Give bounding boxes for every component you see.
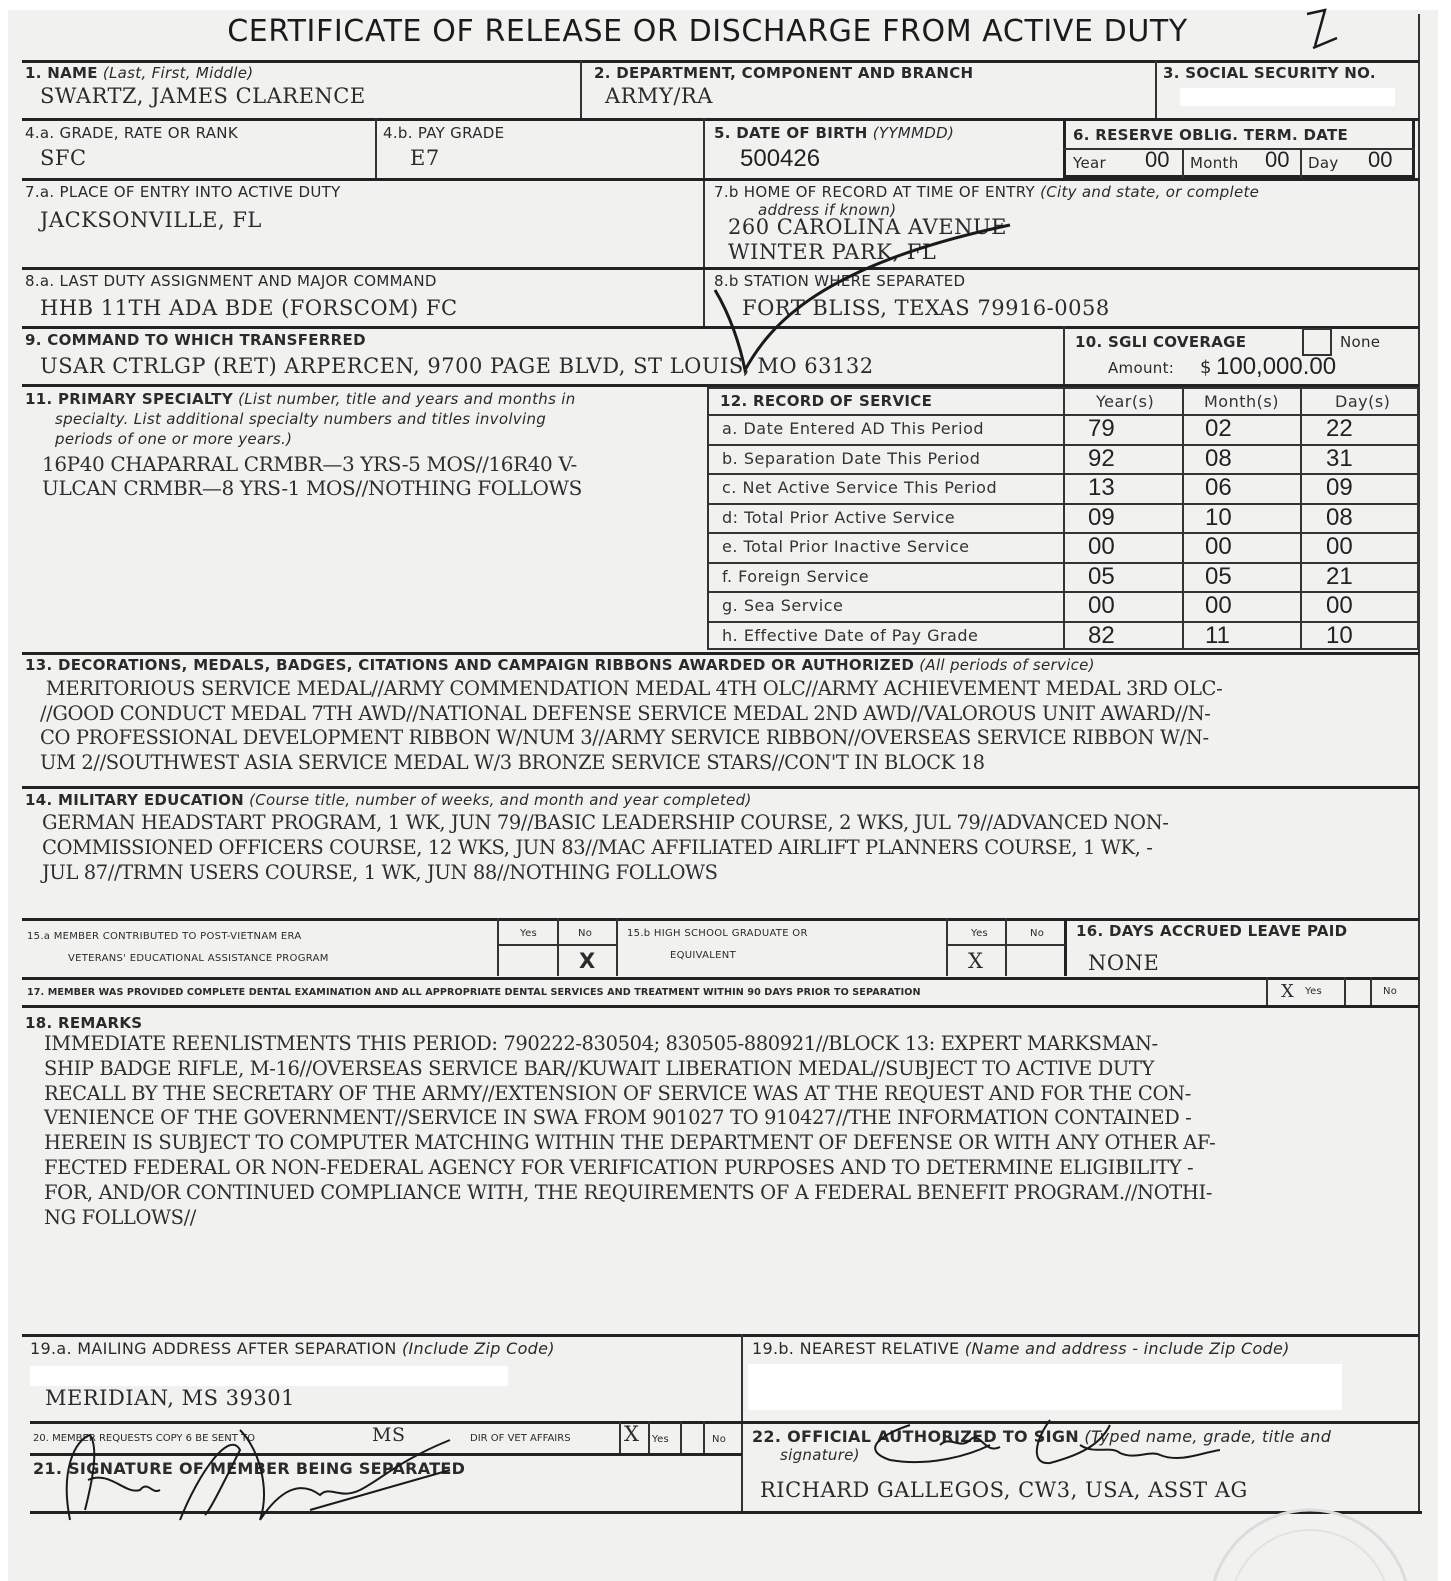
service-row-day: 10 — [1326, 621, 1353, 649]
divider — [22, 786, 1419, 789]
service-row-label: g. Sea Service — [722, 596, 844, 615]
remarks-line: SHIP BADGE RIFLE, M-16//OVERSEAS SERVICE BAR//KUWAIT LIBERATION MEDAL//SUBJECT TO ACTIVE DUTY — [44, 1056, 1154, 1080]
reserve-month: 00 — [1265, 147, 1290, 172]
divider — [497, 944, 616, 946]
service-row-day: 21 — [1326, 562, 1353, 590]
address-redaction — [30, 1366, 508, 1386]
name-value: SWARTZ, JAMES CLARENCE — [40, 84, 366, 108]
divider — [375, 118, 377, 178]
service-row-month: 11 — [1205, 621, 1230, 649]
day-label: Day — [1308, 154, 1339, 172]
divider — [616, 918, 618, 976]
block7b-label: 7.b HOME OF RECORD AT TIME OF ENTRY (City and state, or complete — [714, 183, 1260, 201]
remarks-line: IMMEDIATE REENLISTMENTS THIS PERIOD: 790222-830504; 830505-880921//BLOCK 13: EXPERT MARKSMAN- — [44, 1032, 1158, 1055]
17-yes-label: Yes — [1305, 986, 1323, 997]
service-row-day: 00 — [1326, 592, 1353, 619]
block5-label: 5. DATE OF BIRTH (YYMMDD) — [714, 124, 955, 142]
15b-yes-label: Yes — [971, 928, 989, 939]
sgli-amount-label: Amount: — [1108, 359, 1175, 377]
block12-label: 12. RECORD OF SERVICE — [720, 392, 933, 410]
block7a-label: 7.a. PLACE OF ENTRY INTO ACTIVE DUTY — [25, 183, 341, 201]
service-row-month: 06 — [1205, 474, 1232, 501]
col-days: Day(s) — [1335, 392, 1391, 411]
year-label: Year — [1073, 154, 1106, 172]
block20-label: 20. MEMBER REQUESTS COPY 6 BE SENT TO — [33, 1433, 255, 1444]
service-row-day: 09 — [1326, 474, 1353, 501]
divider — [707, 591, 1419, 593]
grade-value: SFC — [40, 146, 87, 170]
block14-label: 14. MILITARY EDUCATION (Course title, number of weeks, and month and year completed) — [25, 791, 752, 809]
service-row-month: 00 — [1205, 533, 1232, 560]
block22-label: 22. OFFICIAL AUTHORIZED TO SIGN (Typed name, grade, title and — [752, 1427, 1332, 1446]
block7b-hint: address if known) — [758, 201, 897, 219]
service-row-year: 79 — [1088, 415, 1115, 442]
divider — [1300, 387, 1302, 650]
divider — [557, 918, 559, 976]
block19b-label: 19.b. NEAREST RELATIVE (Name and address - include Zip Code) — [752, 1339, 1290, 1358]
service-row-label: c. Net Active Service This Period — [722, 478, 998, 497]
remarks-line: RECALL BY THE SECRETARY OF THE ARMY//EXTENSION OF SERVICE WAS AT THE REQUEST AND FOR THE CON- — [44, 1081, 1191, 1105]
block11-label: 11. PRIMARY SPECIALTY (List number, title and years and months in — [25, 390, 576, 408]
education-line: GERMAN HEADSTART PROGRAM, 1 WK, JUN 79//BASIC LEADERSHIP COURSE, 2 WKS, JUL 79//ADVANCED NON- — [42, 811, 1169, 834]
service-row-year: 92 — [1088, 444, 1115, 472]
15b-no-label: No — [1030, 928, 1045, 939]
service-row-day: 31 — [1326, 444, 1353, 472]
education-line: COMMISSIONED OFFICERS COURSE, 12 WKS, JUN 83//MAC AFFILIATED AIRLIFT PLANNERS COURSE, 1 WK, - — [42, 836, 1153, 859]
divider — [22, 652, 1419, 655]
divider — [1344, 977, 1346, 1005]
divider — [22, 977, 1419, 980]
block21-label: 21. SIGNATURE OF MEMBER BEING SEPARATED — [33, 1459, 466, 1478]
divider — [580, 60, 582, 118]
decorations-line: UM 2//SOUTHWEST ASIA SERVICE MEDAL W/3 BRONZE SERVICE STARS//CON'T IN BLOCK 18 — [40, 750, 985, 774]
nearest-relative-redaction — [748, 1364, 1342, 1410]
divider — [707, 414, 1419, 416]
sgli-amount: 100,000.00 — [1216, 353, 1337, 380]
block13-label: 13. DECORATIONS, MEDALS, BADGES, CITATIONS AND CAMPAIGN RIBBONS AWARDED OR AUTHORIZED (All periods of service) — [25, 656, 1095, 674]
checkmark-icon — [690, 205, 1020, 385]
block15a-label1: 15.a MEMBER CONTRIBUTED TO POST-VIETNAM ERA — [27, 931, 302, 942]
block22-hint2: signature) — [780, 1446, 860, 1464]
dob-value: 500426 — [740, 145, 821, 172]
divider — [1063, 148, 1415, 150]
block8a-label: 8.a. LAST DUTY ASSIGNMENT AND MAJOR COMMAND — [25, 272, 437, 290]
reserve-year: 00 — [1145, 147, 1170, 172]
sgli-none-checkbox[interactable] — [1302, 328, 1332, 356]
divider — [22, 918, 1419, 921]
block6-label: 6. RESERVE OBLIG. TERM. DATE — [1073, 126, 1349, 144]
block15b-label1: 15.b HIGH SCHOOL GRADUATE OR — [627, 928, 808, 939]
decorations-line: CO PROFESSIONAL DEVELOPMENT RIBBON W/NUM 3//ARMY SERVICE RIBBON//OVERSEAS SERVICE RIBBON W/N- — [40, 726, 1209, 749]
home-record-line2: WINTER PARK, FL — [728, 240, 937, 264]
divider — [707, 503, 1419, 505]
divider — [648, 1421, 650, 1453]
service-row-month: 02 — [1205, 415, 1232, 442]
service-row-month: 00 — [1205, 592, 1232, 619]
decorations-line: //GOOD CONDUCT MEDAL 7TH AWD//NATIONAL DEFENSE SERVICE MEDAL 2ND AWD//VALOROUS UNIT AWARD//N- — [40, 701, 1211, 725]
service-row-label: h. Effective Date of Pay Grade — [722, 625, 979, 645]
block17-label: 17. MEMBER WAS PROVIDED COMPLETE DENTAL EXAMINATION AND ALL APPROPRIATE DENTAL SERVICES AND TREATMENT WITHIN 90 DAYS PRIOR TO SEPARATION — [27, 987, 921, 998]
divider — [1370, 977, 1372, 1005]
col-years: Year(s) — [1096, 392, 1155, 411]
block18-label: 18. REMARKS — [25, 1014, 143, 1032]
copy6-yes-label: Yes — [652, 1434, 670, 1445]
copy6-state: MS — [372, 1424, 406, 1446]
divider — [707, 562, 1419, 564]
15a-no-mark[interactable]: X — [579, 949, 596, 973]
block4b-label: 4.b. PAY GRADE — [383, 124, 505, 142]
station-value: FORT BLISS, TEXAS 79916-0058 — [742, 296, 1110, 320]
block4a-label: 4.a. GRADE, RATE OR RANK — [25, 124, 238, 142]
divider — [22, 60, 1419, 63]
service-row-year: 09 — [1088, 503, 1115, 531]
home-record-line1: 260 CAROLINA AVENUE — [728, 215, 1007, 239]
15a-no-label: No — [578, 928, 593, 939]
col-months: Month(s) — [1204, 392, 1279, 411]
divider — [703, 1421, 705, 1453]
block15b-label2: EQUIVALENT — [670, 950, 736, 961]
entry-place-value: JACKSONVILLE, FL — [40, 208, 262, 232]
month-label: Month — [1190, 154, 1239, 172]
ssn-redaction — [1180, 88, 1395, 106]
15a-yes-label: Yes — [520, 928, 538, 939]
block10-label: 10. SGLI COVERAGE — [1075, 333, 1247, 351]
divider — [22, 178, 1419, 181]
block16-label: 16. DAYS ACCRUED LEAVE PAID — [1076, 922, 1348, 940]
divider — [22, 1005, 1419, 1008]
divider — [1300, 148, 1302, 178]
accrued-leave-value: NONE — [1088, 951, 1160, 975]
decorations-line: MERITORIOUS SERVICE MEDAL//ARMY COMMENDATION MEDAL 4TH OLC//ARMY ACHIEVEMENT MEDAL 3RD OLC- — [40, 677, 1223, 700]
divider — [22, 1334, 1419, 1337]
divider — [497, 918, 499, 976]
reserve-day: 00 — [1368, 147, 1393, 172]
service-row-year: 82 — [1088, 621, 1115, 649]
15b-yes-mark[interactable]: X — [968, 949, 984, 973]
divider — [1155, 60, 1157, 118]
block8b-label: 8.b STATION WHERE SEPARATED — [714, 272, 966, 290]
service-row-day: 00 — [1326, 533, 1353, 560]
specialty-line-1: 16P40 CHAPARRAL CRMBR—3 YRS-5 MOS//16R40 V- — [42, 452, 577, 476]
divider — [946, 944, 1065, 946]
form-title: CERTIFICATE OF RELEASE OR DISCHARGE FROM ACTIVE DUTY — [227, 14, 1188, 49]
service-row-month: 08 — [1205, 444, 1232, 472]
divider — [1266, 977, 1268, 1005]
transfer-command-value: USAR CTRLGP (RET) ARPERCEN, 9700 PAGE BLVD, ST LOUIS, MO 63132 — [40, 354, 874, 378]
service-row-year: 05 — [1088, 562, 1115, 590]
service-row-day: 08 — [1326, 503, 1353, 531]
divider — [680, 1421, 682, 1453]
copy6-yes-mark[interactable]: X — [624, 1422, 640, 1446]
divider — [707, 532, 1419, 534]
divider — [707, 473, 1419, 475]
divider — [1182, 148, 1184, 178]
dir-vet-affairs-label: DIR OF VET AFFAIRS — [470, 1433, 571, 1444]
official-name-value: RICHARD GALLEGOS, CW3, USA, ASST AG — [760, 1478, 1248, 1502]
divider — [946, 918, 948, 976]
service-row-label: d: Total Prior Active Service — [722, 507, 956, 527]
sgli-none-label: None — [1340, 333, 1381, 351]
remarks-line: FECTED FEDERAL OR NON-FEDERAL AGENCY FOR VERIFICATION PURPOSES AND TO DETERMINE ELIGIBILITY - — [44, 1156, 1194, 1179]
block2-label: 2. DEPARTMENT, COMPONENT AND BRANCH — [594, 64, 974, 82]
service-row-month: 10 — [1205, 503, 1232, 531]
department-value: ARMY/RA — [605, 84, 713, 108]
block19a-label: 19.a. MAILING ADDRESS AFTER SEPARATION (Include Zip Code) — [30, 1339, 555, 1358]
divider — [707, 621, 1419, 623]
divider — [1063, 387, 1065, 650]
divider — [1063, 326, 1065, 384]
mailing-address-value: MERIDIAN, MS 39301 — [45, 1386, 295, 1410]
block3-label: 3. SOCIAL SECURITY NO. — [1163, 64, 1376, 82]
divider — [1182, 387, 1184, 650]
divider — [1064, 918, 1067, 976]
sgli-currency: $ — [1200, 357, 1212, 378]
education-line: JUL 87//TRMN USERS COURSE, 1 WK, JUN 88//NOTHING FOLLOWS — [42, 861, 718, 884]
seal-emboss-icon — [1180, 1500, 1440, 1581]
service-row-label: f. Foreign Service — [722, 566, 870, 586]
pay-grade-value: E7 — [410, 146, 440, 170]
block1-label: 1. NAME (Last, First, Middle) — [25, 64, 254, 82]
remarks-line: HEREIN IS SUBJECT TO COMPUTER MATCHING WITHIN THE DEPARTMENT OF DEFENSE OR WITH ANY OTHER AF- — [44, 1131, 1216, 1155]
copy6-no-label: No — [712, 1434, 727, 1445]
remarks-line: FOR, AND/OR CONTINUED COMPLIANCE WITH, THE REQUIREMENTS OF A FEDERAL BENEFIT PROGRAM.//NOTHI- — [44, 1180, 1213, 1204]
block9-label: 9. COMMAND TO WHICH TRANSFERRED — [25, 331, 366, 349]
divider — [1005, 918, 1007, 976]
block11-hint3: periods of one or more years.) — [55, 430, 293, 448]
service-row-label: e. Total Prior Inactive Service — [722, 537, 970, 556]
member-signature-icon — [30, 1410, 500, 1530]
handwritten-mark-icon — [1285, 8, 1345, 63]
remarks-line: VENIENCE OF THE GOVERNMENT//SERVICE IN SWA FROM 901027 TO 910427//THE INFORMATION CONTAINED - — [44, 1106, 1192, 1130]
specialty-line-2: ULCAN CRMBR—8 YRS-1 MOS//NOTHING FOLLOWS — [42, 476, 582, 500]
service-row-month: 05 — [1205, 562, 1232, 590]
service-row-year: 13 — [1088, 474, 1115, 501]
service-row-label: a. Date Entered AD This Period — [722, 419, 985, 438]
17-yes-mark[interactable]: X — [1281, 981, 1295, 1002]
right-border — [1418, 14, 1420, 1514]
divider — [619, 1421, 621, 1453]
service-row-label: b. Separation Date This Period — [722, 448, 981, 468]
block15a-label2: VETERANS' EDUCATIONAL ASSISTANCE PROGRAM — [68, 953, 329, 964]
service-row-year: 00 — [1088, 533, 1115, 560]
service-row-day: 22 — [1326, 415, 1353, 442]
17-no-label: No — [1383, 986, 1398, 997]
block11-hint2: specialty. List additional specialty numbers and titles involving — [55, 410, 547, 428]
last-duty-value: HHB 11TH ADA BDE (FORSCOM) FC — [40, 296, 458, 320]
official-signature-icon — [820, 1405, 1240, 1485]
divider — [707, 444, 1419, 446]
remarks-line: NG FOLLOWS// — [44, 1205, 196, 1229]
service-row-year: 00 — [1088, 592, 1115, 619]
